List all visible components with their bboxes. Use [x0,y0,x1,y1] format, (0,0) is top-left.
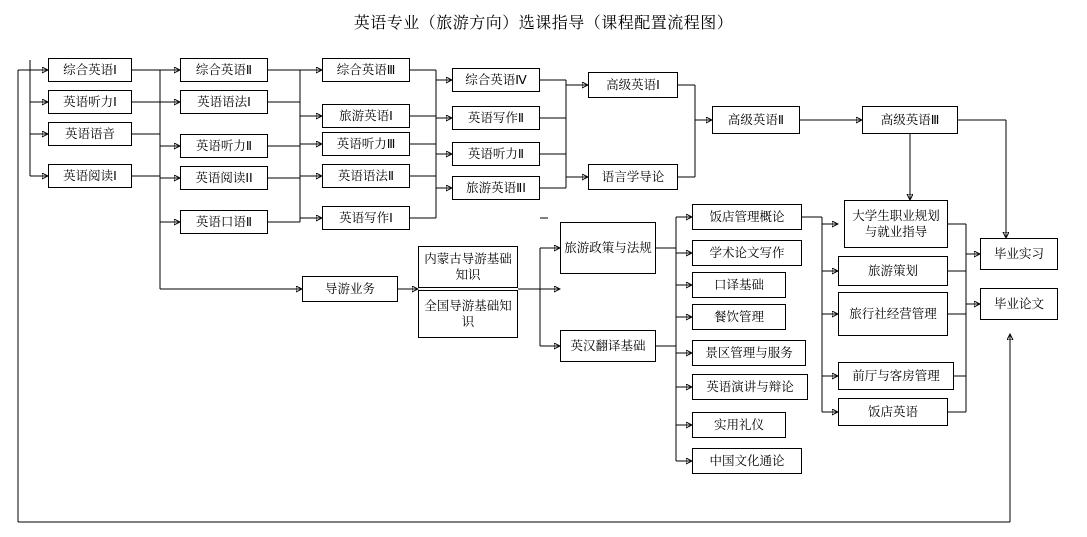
course-node: 全国导游基础知识 [418,290,518,338]
course-node: 饭店英语 [838,398,948,426]
course-node: 学术论文写作 [692,240,802,266]
course-node: 英语演讲与辩论 [692,374,808,400]
course-node: 导游业务 [302,276,398,302]
course-node: 高级英语Ⅲ [862,106,958,134]
course-node: 综合英语Ⅱ [180,58,268,82]
course-node: 旅行社经营管理 [838,292,948,336]
course-node: 英语听力Ⅱ [180,134,268,158]
course-node: 英语听力Ⅲ [322,132,410,156]
course-node: 英语语音 [48,122,132,146]
course-node: 毕业论文 [980,288,1058,320]
course-node: 高级英语Ⅱ [712,106,800,134]
course-node: 餐饮管理 [692,304,786,330]
course-node: 旅游策划 [838,256,948,286]
course-node: 英语阅读ⅠⅠ [180,166,268,190]
course-node: 英语口语Ⅱ [180,210,268,234]
course-node: 英语听力Ⅰ [48,90,132,114]
course-node: 英语语法Ⅰ [180,90,268,114]
course-node: 中国文化通论 [692,448,802,474]
course-node: 前厅与客房管理 [838,362,954,390]
course-node: 大学生职业规划与就业指导 [844,200,948,248]
page-title: 英语专业（旅游方向）选课指导（课程配置流程图） [353,13,734,32]
course-node: 旅游政策与法规 [560,222,656,274]
course-node: 高级英语Ⅰ [588,72,678,98]
course-node: 实用礼仪 [692,412,786,438]
course-node: 英语语法Ⅱ [322,164,410,188]
course-node: 英语听力Ⅱ [452,142,540,166]
course-node: 英语写作Ⅱ [452,106,540,130]
course-node: 内蒙古导游基础知识 [418,246,518,288]
course-node: 景区管理与服务 [692,340,806,366]
course-node: 综合英语Ⅰ [48,58,132,82]
course-node: 英语阅读Ⅰ [48,164,132,188]
course-node: 旅游英语Ⅰ [322,104,410,128]
course-node: 英汉翻译基础 [560,330,656,362]
course-node: 口译基础 [692,272,786,298]
course-node: 旅游英语ⅡⅠ [452,176,540,200]
course-node: 综合英语Ⅳ [452,68,540,92]
course-node: 毕业实习 [980,238,1058,270]
course-node: 综合英语Ⅲ [322,58,410,82]
course-node: 英语写作Ⅰ [322,206,410,230]
course-node: 饭店管理概论 [692,204,802,230]
course-node: 语言学导论 [588,164,678,190]
